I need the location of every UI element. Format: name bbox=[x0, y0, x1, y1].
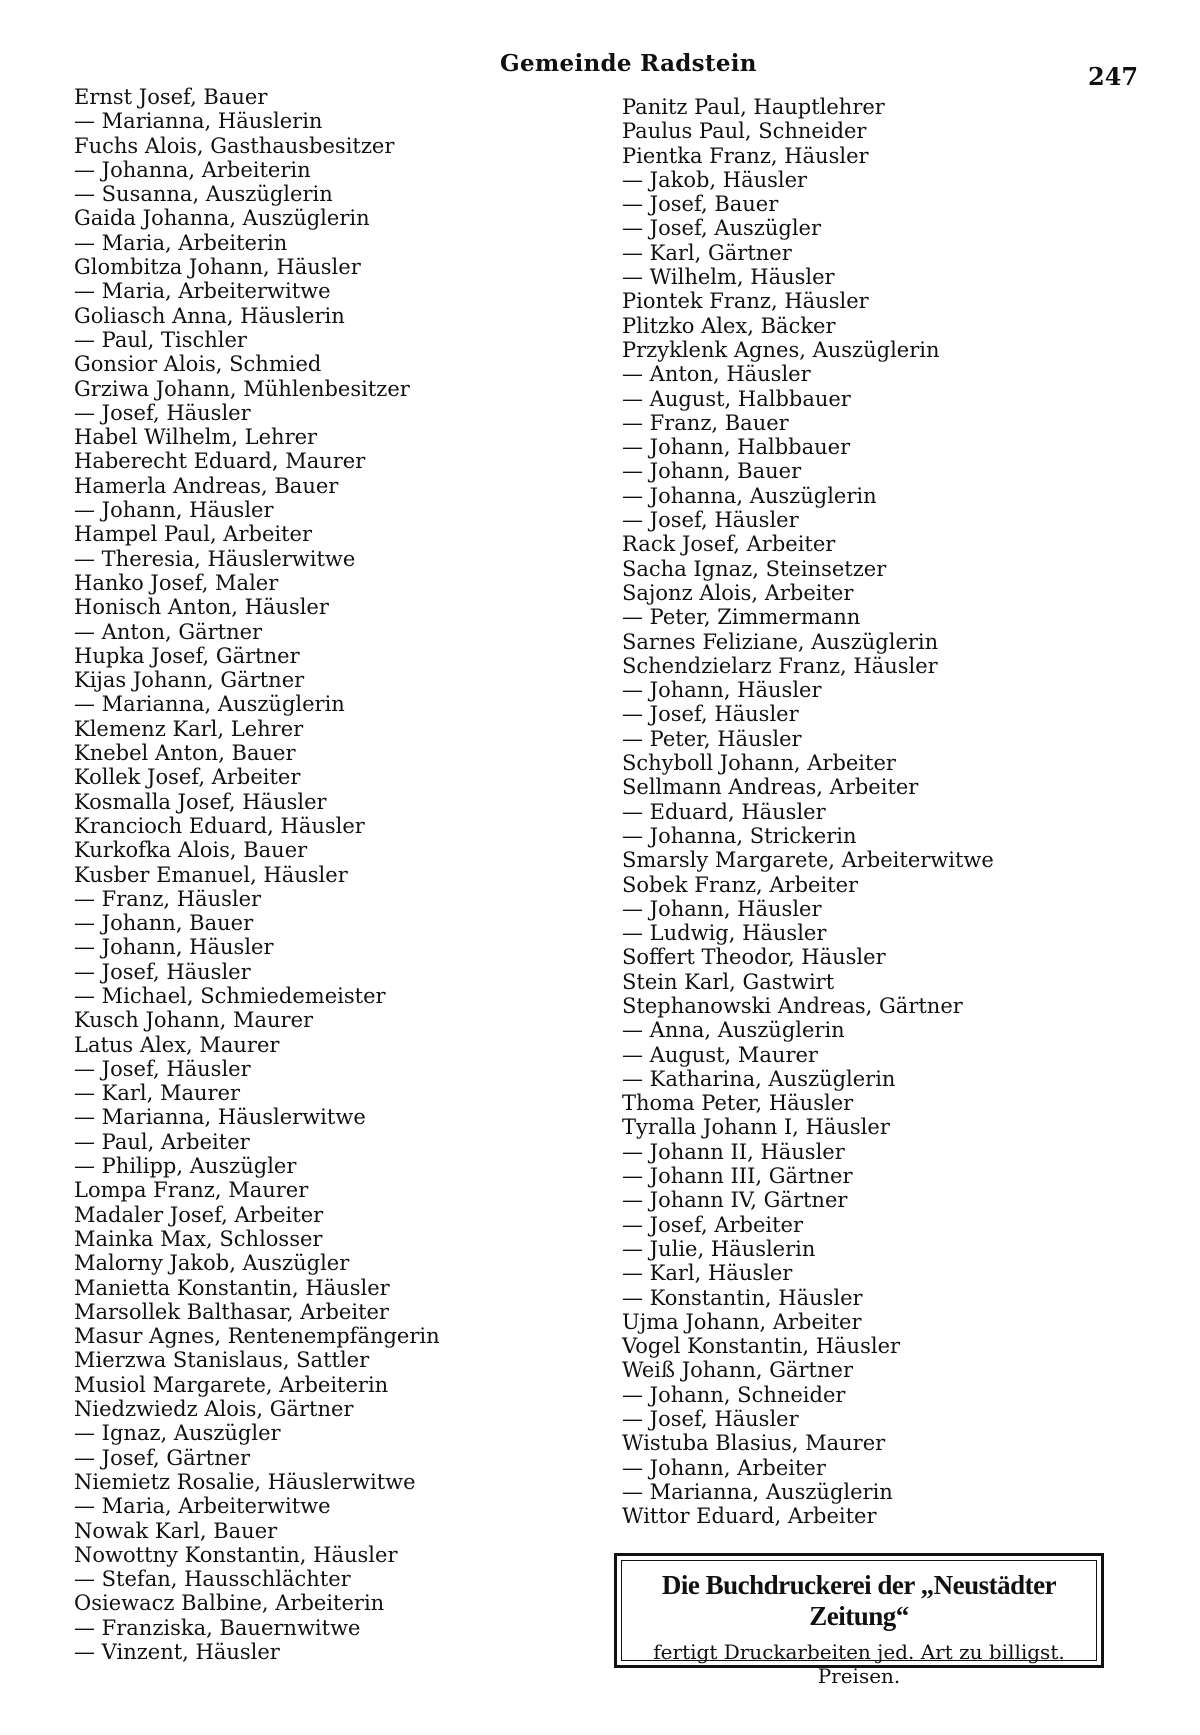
list-item: — Johann, Halbbauer bbox=[622, 435, 851, 460]
list-item: — Josef, Bauer bbox=[622, 192, 779, 217]
list-item: Fuchs Alois, Gasthausbesitzer bbox=[74, 133, 395, 158]
list-item: Osiewacz Balbine, Arbeiterin bbox=[74, 1591, 385, 1616]
list-item: Niemietz Rosalie, Häuslerwitwe bbox=[74, 1469, 416, 1494]
list-item: — Paul, Arbeiter bbox=[74, 1129, 250, 1154]
list-item: — Johann, Schneider bbox=[622, 1382, 846, 1407]
list-item: — Anna, Auszüglerin bbox=[622, 1018, 845, 1043]
list-item: — Johann, Häusler bbox=[74, 498, 274, 523]
list-item: Goliasch Anna, Häuslerin bbox=[74, 303, 345, 328]
list-item: — Michael, Schmiedemeister bbox=[74, 983, 386, 1008]
list-item: — Vinzent, Häusler bbox=[74, 1640, 280, 1664]
list-item: — Johann, Häusler bbox=[74, 935, 274, 960]
page-title: Gemeinde Radstein bbox=[500, 50, 757, 77]
list-item: — Susanna, Auszüglerin bbox=[74, 182, 333, 207]
list-item: Gaida Johanna, Auszüglerin bbox=[74, 206, 370, 231]
list-item: Malorny Jakob, Auszügler bbox=[74, 1251, 350, 1276]
list-item: Ujma Johann, Arbeiter bbox=[622, 1309, 862, 1334]
list-item: Krancioch Eduard, Häusler bbox=[74, 813, 365, 838]
list-item: Mierzwa Stanislaus, Sattler bbox=[74, 1348, 370, 1373]
list-item: — Philipp, Auszügler bbox=[74, 1154, 297, 1179]
list-item: Przyklenk Agnes, Auszüglerin bbox=[622, 337, 940, 362]
list-item: — Maria, Arbeiterwitwe bbox=[74, 279, 331, 304]
list-item: — Josef, Häusler bbox=[622, 508, 799, 533]
list-item: — Marianna, Auszüglerin bbox=[74, 692, 345, 717]
list-item: Tyralla Johann I, Häusler bbox=[622, 1115, 890, 1140]
list-item: Mainka Max, Schlosser bbox=[74, 1226, 323, 1251]
list-item: Kosmalla Josef, Häusler bbox=[74, 789, 327, 814]
list-item: Stein Karl, Gastwirt bbox=[622, 969, 835, 994]
list-item: Ernst Josef, Bauer bbox=[74, 85, 268, 109]
list-item: Gonsior Alois, Schmied bbox=[74, 352, 322, 377]
list-item: Haberecht Eduard, Maurer bbox=[74, 449, 366, 474]
list-item: — Maria, Arbeiterin bbox=[74, 230, 288, 255]
list-item: — Johanna, Strickerin bbox=[622, 823, 857, 848]
list-item: — Wilhelm, Häusler bbox=[622, 265, 835, 290]
list-item: Sobek Franz, Arbeiter bbox=[622, 872, 859, 897]
list-item: Lompa Franz, Maurer bbox=[74, 1178, 309, 1203]
list-item: — Josef, Häusler bbox=[74, 400, 251, 425]
list-item: Vogel Konstantin, Häusler bbox=[622, 1334, 901, 1359]
left-column-list bbox=[74, 85, 440, 1664]
list-item: — Anton, Gärtner bbox=[74, 619, 263, 644]
list-item: — Konstantin, Häusler bbox=[622, 1285, 863, 1310]
list-item: Schyboll Johann, Arbeiter bbox=[622, 751, 896, 776]
list-item: — Eduard, Häusler bbox=[622, 799, 826, 824]
page-number: 247 bbox=[1088, 62, 1139, 91]
list-item: — Johann III, Gärtner bbox=[622, 1164, 853, 1189]
list-item: Kurkofka Alois, Bauer bbox=[74, 838, 308, 863]
list-item: — Franziska, Bauernwitwe bbox=[74, 1615, 361, 1640]
list-item: — Johann II, Häusler bbox=[622, 1139, 845, 1164]
advertisement-box bbox=[614, 1553, 1104, 1688]
list-item: Sarnes Feliziane, Auszüglerin bbox=[622, 629, 939, 654]
list-item: Kusch Johann, Maurer bbox=[74, 1008, 314, 1033]
list-item: — Josef, Häusler bbox=[74, 1056, 251, 1081]
list-item: — Marianna, Häuslerwitwe bbox=[74, 1105, 366, 1130]
list-item: — Maria, Arbeiterwitwe bbox=[74, 1494, 331, 1519]
list-item: — Johanna, Arbeiterin bbox=[74, 157, 311, 182]
list-item: Pientka Franz, Häusler bbox=[622, 143, 869, 168]
list-item: — Karl, Maurer bbox=[74, 1081, 241, 1106]
list-item: Hanko Josef, Maler bbox=[74, 570, 279, 595]
list-item: Madaler Josef, Arbeiter bbox=[74, 1202, 324, 1227]
list-item: Nowottny Konstantin, Häusler bbox=[74, 1542, 398, 1567]
list-item: — Johann, Häusler bbox=[622, 678, 822, 703]
list-item: — Josef, Gärtner bbox=[74, 1445, 251, 1470]
list-item: — Franz, Bauer bbox=[622, 410, 789, 435]
list-item: Glombitza Johann, Häusler bbox=[74, 255, 361, 280]
list-item: Klemenz Karl, Lehrer bbox=[74, 716, 304, 741]
list-item: — Franz, Häusler bbox=[74, 886, 262, 911]
list-item: — Julie, Häuslerin bbox=[622, 1236, 816, 1261]
list-item: Panitz Paul, Hauptlehrer bbox=[622, 95, 885, 119]
list-item: Musiol Margarete, Arbeiterin bbox=[74, 1372, 389, 1397]
list-item: Sacha Ignaz, Steinsetzer bbox=[622, 556, 887, 581]
list-item: — Ignaz, Auszügler bbox=[74, 1421, 281, 1446]
list-item: Marsollek Balthasar, Arbeiter bbox=[74, 1299, 389, 1324]
list-item: — Johann, Arbeiter bbox=[622, 1455, 826, 1480]
list-item: Thoma Peter, Häusler bbox=[622, 1091, 854, 1116]
list-item: Piontek Franz, Häusler bbox=[622, 289, 869, 314]
list-item: Hampel Paul, Arbeiter bbox=[74, 522, 313, 547]
list-item: Sajonz Alois, Arbeiter bbox=[622, 580, 854, 605]
list-item: Stephanowski Andreas, Gärtner bbox=[622, 993, 963, 1018]
list-item: Wistuba Blasius, Maurer bbox=[622, 1431, 886, 1456]
list-item: — Josef, Auszügler bbox=[622, 216, 821, 241]
list-item: — Karl, Gärtner bbox=[622, 240, 792, 265]
list-item: — Johann, Bauer bbox=[74, 911, 254, 936]
list-item: Sellmann Andreas, Arbeiter bbox=[622, 775, 919, 800]
list-item: Plitzko Alex, Bäcker bbox=[622, 313, 836, 338]
list-item: Kollek Josef, Arbeiter bbox=[74, 765, 301, 790]
list-item: — Josef, Häusler bbox=[622, 1407, 799, 1432]
list-item: — Josef, Arbeiter bbox=[622, 1212, 804, 1237]
list-item: Schendzielarz Franz, Häusler bbox=[622, 653, 938, 678]
list-item: — August, Maurer bbox=[622, 1042, 818, 1067]
list-item: Honisch Anton, Häusler bbox=[74, 595, 329, 620]
list-item: Habel Wilhelm, Lehrer bbox=[74, 425, 318, 450]
list-item: — Ludwig, Häusler bbox=[622, 921, 827, 946]
list-item: — Karl, Häusler bbox=[622, 1261, 793, 1286]
list-item: — Anton, Häusler bbox=[622, 362, 811, 387]
list-item: Soffert Theodor, Häusler bbox=[622, 945, 886, 970]
list-item: — Peter, Zimmermann bbox=[622, 605, 861, 630]
advertisement-title: Die Buchdruckerei der „Neustädter Zeitung“ bbox=[661, 1570, 1057, 1631]
list-item: — August, Halbbauer bbox=[622, 386, 851, 411]
list-item: Manietta Konstantin, Häusler bbox=[74, 1275, 390, 1300]
list-item: Hupka Josef, Gärtner bbox=[74, 643, 300, 668]
list-item: Smarsly Margarete, Arbeiterwitwe bbox=[622, 848, 994, 873]
list-item: — Johanna, Auszüglerin bbox=[622, 483, 877, 508]
list-item: Knebel Anton, Bauer bbox=[74, 741, 296, 766]
list-item: — Marianna, Häuslerin bbox=[74, 109, 323, 134]
list-item: Grziwa Johann, Mühlenbesitzer bbox=[74, 376, 410, 401]
list-item: Kusber Emanuel, Häusler bbox=[74, 862, 348, 887]
list-item: Nowak Karl, Bauer bbox=[74, 1518, 278, 1543]
list-item: — Stefan, Hausschlächter bbox=[74, 1567, 351, 1592]
list-item: Paulus Paul, Schneider bbox=[622, 119, 867, 144]
list-item: — Johann, Häusler bbox=[622, 896, 822, 921]
list-item: Latus Alex, Maurer bbox=[74, 1032, 280, 1057]
list-item: — Johann IV, Gärtner bbox=[622, 1188, 848, 1213]
list-item: Masur Agnes, Rentenempfängerin bbox=[74, 1324, 440, 1349]
list-item: Weiß Johann, Gärtner bbox=[622, 1358, 853, 1383]
list-item: — Katharina, Auszüglerin bbox=[622, 1066, 896, 1091]
list-item: Niedzwiedz Alois, Gärtner bbox=[74, 1397, 354, 1422]
list-item: — Jakob, Häusler bbox=[622, 167, 808, 192]
list-item: Wittor Eduard, Arbeiter bbox=[622, 1504, 877, 1529]
list-item: — Theresia, Häuslerwitwe bbox=[74, 546, 356, 571]
advertisement-subtitle: fertigt Druckarbeiten jed. Art zu billigst. Preisen. bbox=[653, 1640, 1065, 1688]
right-column-list bbox=[622, 95, 994, 1529]
list-item: — Josef, Häusler bbox=[74, 959, 251, 984]
list-item: — Josef, Häusler bbox=[622, 702, 799, 727]
list-item: — Marianna, Auszüglerin bbox=[622, 1479, 893, 1504]
list-item: Rack Josef, Arbeiter bbox=[622, 532, 836, 557]
list-item: Kijas Johann, Gärtner bbox=[74, 668, 305, 693]
list-item: — Paul, Tischler bbox=[74, 327, 247, 352]
list-item: Hamerla Andreas, Bauer bbox=[74, 473, 339, 498]
list-item: — Peter, Häusler bbox=[622, 726, 802, 751]
list-item: — Johann, Bauer bbox=[622, 459, 802, 484]
